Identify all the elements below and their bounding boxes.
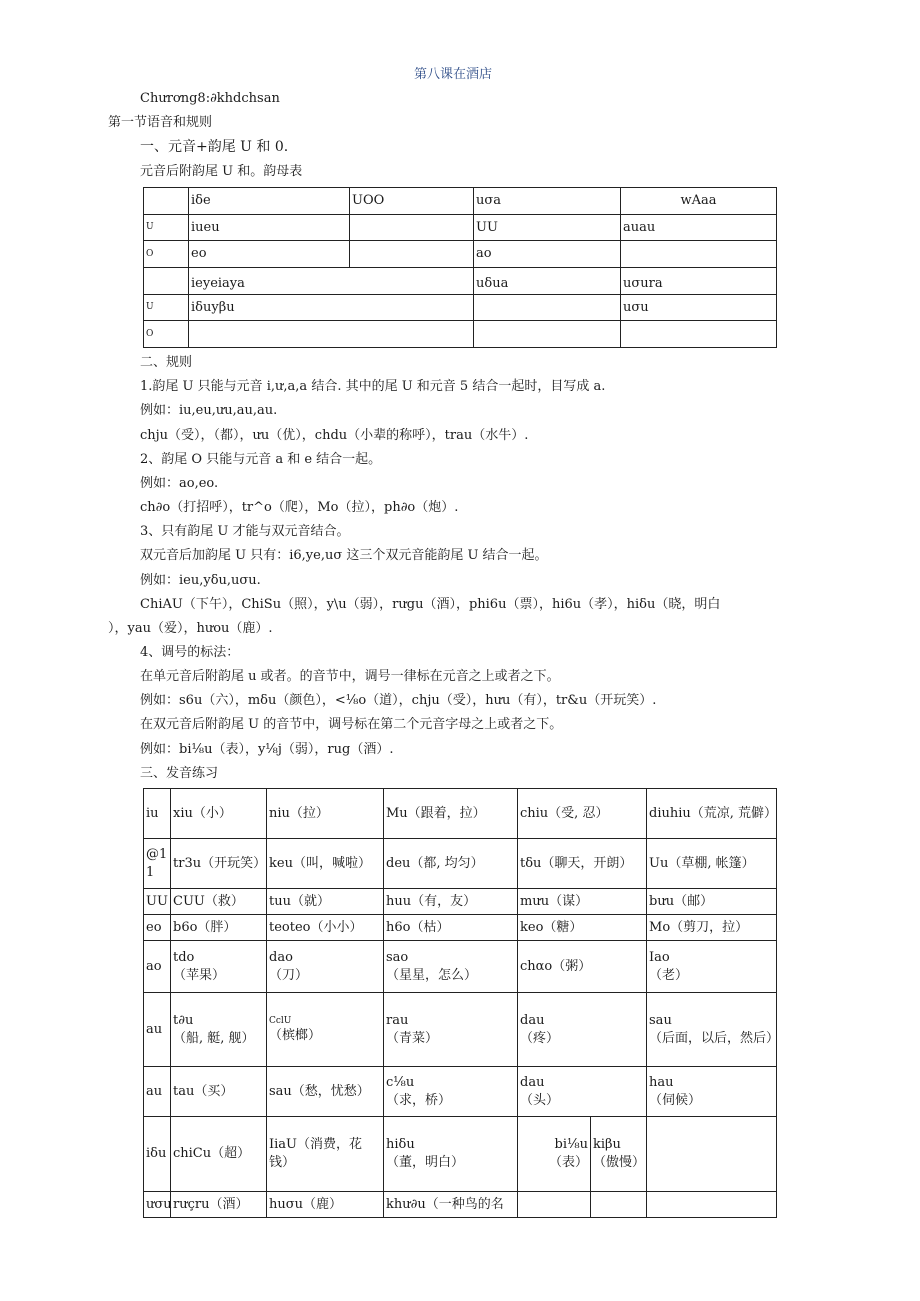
rule-1: 1.韵尾 U 只能与元音 i,ư,a,a 结合. 其中的尾 U 和元音 5 结合一起时，目写成 a. bbox=[140, 379, 606, 394]
table-cell: @1 1 bbox=[144, 839, 171, 889]
heading-1: 一、元音+韵尾 U 和 0. bbox=[140, 139, 289, 155]
table-cell bbox=[518, 1117, 591, 1192]
meaning: （刀） bbox=[269, 967, 309, 983]
example-3b: ChiAU（下午），ChiSu（照），y\u（弱），rưgu（酒），phi6u（票），hi6u（孝），hiδu（晓，明白 bbox=[140, 597, 721, 612]
table-row bbox=[144, 268, 777, 295]
table-cell: iu bbox=[144, 789, 171, 839]
term: rau bbox=[386, 1012, 409, 1028]
practice-table bbox=[143, 788, 780, 1218]
table-cell: O bbox=[144, 321, 189, 348]
table-cell bbox=[591, 1192, 647, 1218]
doc-title: 第八课在酒店 bbox=[414, 67, 493, 82]
table-row bbox=[144, 295, 777, 321]
table-cell: Uu（草棚, 帐篷） bbox=[647, 839, 777, 889]
table-cell: bưu（邮） bbox=[647, 889, 777, 915]
table-cell: UU bbox=[474, 215, 621, 241]
rule-3: 3、只有韵尾 U 才能与双元音结合。 bbox=[140, 524, 350, 539]
table-cell bbox=[267, 993, 384, 1067]
rule-4b: 在双元音后附韵尾 U 的音节中，调号标在第二个元音字母之上或者之下。 bbox=[140, 717, 563, 732]
table-row bbox=[144, 188, 777, 215]
table-row bbox=[144, 993, 777, 1067]
meaning: （老） bbox=[649, 967, 689, 983]
table-cell: Mu（跟着，拉） bbox=[384, 789, 518, 839]
meaning: （青菜） bbox=[386, 1030, 439, 1046]
term: dau bbox=[520, 1074, 545, 1090]
table-cell: ao bbox=[144, 941, 171, 993]
table-cell bbox=[474, 295, 621, 321]
table-cell: teoteo（小小） bbox=[267, 915, 384, 941]
table-cell: iδe bbox=[189, 188, 350, 215]
table-cell bbox=[647, 1192, 777, 1218]
meaning: （船, 艇, 舰） bbox=[173, 1030, 255, 1046]
table-cell: Mo（剪刀，拉） bbox=[647, 915, 777, 941]
table-cell: sau（愁，忧愁） bbox=[267, 1067, 384, 1117]
table-cell: chαo（粥） bbox=[518, 941, 647, 993]
term: c⅛u bbox=[386, 1074, 415, 1090]
table-row bbox=[144, 915, 777, 941]
table-cell: chiu（受, 忍） bbox=[518, 789, 647, 839]
table-cell: b6o（胖） bbox=[171, 915, 267, 941]
table-cell: ao bbox=[474, 241, 621, 268]
doc-subtitle: Chưrơng8:∂khdchsan bbox=[140, 91, 280, 106]
table-cell: tr3u（开玩笑） bbox=[171, 839, 267, 889]
table-row bbox=[144, 215, 777, 241]
example-3a: 例如：ieu,yδu,uσu. bbox=[140, 573, 261, 588]
term: t∂u bbox=[173, 1012, 194, 1028]
example-2a: 例如：ao,eo. bbox=[140, 476, 219, 491]
table-cell: chiCu（超） bbox=[171, 1117, 267, 1192]
table-row bbox=[144, 1117, 777, 1192]
meaning: （苹果） bbox=[173, 967, 226, 983]
meaning: （星星，怎么） bbox=[386, 967, 478, 983]
table-cell bbox=[518, 1067, 647, 1117]
heading-2: 二、规则 bbox=[140, 355, 193, 370]
table-cell: O bbox=[144, 241, 189, 268]
meaning: （求，桥） bbox=[386, 1092, 452, 1108]
term: dao bbox=[269, 949, 293, 965]
table-cell: ưσu bbox=[144, 1192, 171, 1218]
term: kiβu bbox=[593, 1137, 621, 1153]
table-cell: tδu（聊天，开朗） bbox=[518, 839, 647, 889]
table-cell: uσa bbox=[474, 188, 621, 215]
table-cell bbox=[171, 941, 267, 993]
table-cell bbox=[591, 1117, 647, 1192]
term: bi⅛u bbox=[554, 1137, 588, 1153]
table-row bbox=[144, 1067, 777, 1117]
table-cell bbox=[189, 321, 474, 348]
example-2b: ch∂o（打招呼），tr^o（爬），Mo（拉），ph∂o（炮）. bbox=[140, 500, 459, 515]
meaning: （疼） bbox=[520, 1030, 560, 1046]
table-row bbox=[144, 941, 777, 993]
term: sau bbox=[649, 1012, 672, 1028]
example-3c: ），yau（爱），hưou（鹿）. bbox=[108, 621, 273, 636]
section-heading: 第一节语音和规则 bbox=[108, 115, 213, 130]
table-cell: CUU（救） bbox=[171, 889, 267, 915]
table-cell bbox=[647, 1067, 777, 1117]
table-cell bbox=[621, 241, 777, 268]
table-cell: au bbox=[144, 1067, 171, 1117]
table-cell: ieyeiaya bbox=[189, 268, 474, 295]
table-cell: xiu（小） bbox=[171, 789, 267, 839]
table-cell bbox=[647, 941, 777, 993]
example-4a: 例如：s6u（六），mδu（颜色），<⅛o（道），chju（受），hưu（有），tr&u（开玩笑）. bbox=[140, 693, 657, 708]
table-cell bbox=[518, 1192, 591, 1218]
table-cell: uδua bbox=[474, 268, 621, 295]
example-1a: 例如：iu,eu,ưu,au,au. bbox=[140, 403, 278, 418]
heading-3: 三、发音练习 bbox=[140, 766, 219, 781]
table-row bbox=[144, 839, 777, 889]
table-cell: eo bbox=[144, 915, 171, 941]
table-cell: iδu bbox=[144, 1117, 171, 1192]
term: tdo bbox=[173, 949, 195, 965]
table-cell: au bbox=[144, 993, 171, 1067]
meaning: （头） bbox=[520, 1092, 560, 1108]
table-cell: UU bbox=[144, 889, 171, 915]
rule-2: 2、韵尾 O 只能与元音 a 和 e 结合一起。 bbox=[140, 452, 382, 467]
table-cell: rưçru（酒） bbox=[171, 1192, 267, 1218]
table-caption: 元音后附韵尾 U 和。韵母表 bbox=[140, 164, 303, 179]
table-cell: keo（糖） bbox=[518, 915, 647, 941]
table-cell bbox=[144, 268, 189, 295]
rule-3b: 双元音后加韵尾 U 只有：i6,ye,uσ 这三个双元音能韵尾 U 结合一起。 bbox=[140, 548, 548, 563]
term: CclU bbox=[269, 1015, 292, 1026]
table-cell: deu（都, 均匀） bbox=[384, 839, 518, 889]
table-cell: IiaU（消费，花钱） bbox=[267, 1117, 384, 1192]
table-cell: khư∂u（一种鸟的名 bbox=[384, 1192, 518, 1218]
table-cell bbox=[384, 941, 518, 993]
table-cell: eo bbox=[189, 241, 350, 268]
table-cell bbox=[647, 993, 780, 1067]
table-cell bbox=[267, 941, 384, 993]
table-cell: huu（有，友） bbox=[384, 889, 518, 915]
term: Iao bbox=[649, 949, 670, 965]
table-cell bbox=[518, 993, 647, 1067]
meaning: （后面，以后，然后） bbox=[649, 1030, 780, 1046]
rule-4a: 在单元音后附韵尾 u 或者。的音节中，调号一律标在元音之上或者之下。 bbox=[140, 669, 560, 684]
rule-4: 4、调号的标法： bbox=[140, 645, 240, 660]
table-cell: niu（拉） bbox=[267, 789, 384, 839]
meaning: （傲慢） bbox=[593, 1155, 646, 1170]
table-cell: U bbox=[144, 215, 189, 241]
meaning: （表） bbox=[548, 1155, 588, 1170]
table-cell bbox=[144, 188, 189, 215]
example-1b: chju（受），（都），ưu（优），chdu（小辈的称呼），trau（水牛）. bbox=[140, 428, 529, 443]
table-cell bbox=[621, 321, 777, 348]
table-cell: wAaa bbox=[621, 188, 777, 215]
table-cell bbox=[350, 241, 474, 268]
table-cell: tuu（就） bbox=[267, 889, 384, 915]
term: hiδu bbox=[386, 1137, 415, 1153]
table-cell: tau（买） bbox=[171, 1067, 267, 1117]
table-row bbox=[144, 241, 777, 268]
table-cell: UOO bbox=[350, 188, 474, 215]
table-cell: h6o（枯） bbox=[384, 915, 518, 941]
table-cell: mưu（谋） bbox=[518, 889, 647, 915]
table-cell bbox=[647, 1117, 777, 1192]
vowel-final-table bbox=[143, 187, 777, 348]
table-cell bbox=[474, 321, 621, 348]
term: dau bbox=[520, 1012, 545, 1028]
table-cell bbox=[384, 993, 518, 1067]
table-row bbox=[144, 321, 777, 348]
table-cell: keu（叫，喊啦） bbox=[267, 839, 384, 889]
table-cell: U bbox=[144, 295, 189, 321]
table-cell: uσu bbox=[621, 295, 777, 321]
example-4b: 例如：bi⅛u（表），y⅛j（弱），rug（酒）. bbox=[140, 742, 394, 757]
table-cell: uσura bbox=[621, 268, 777, 295]
table-cell bbox=[350, 215, 474, 241]
meaning: （槟榔） bbox=[269, 1027, 322, 1043]
table-cell: iueu bbox=[189, 215, 350, 241]
table-row bbox=[144, 789, 777, 839]
term: sao bbox=[386, 949, 409, 965]
table-cell bbox=[384, 1117, 518, 1192]
meaning: （董，明白） bbox=[386, 1155, 465, 1170]
table-cell: auau bbox=[621, 215, 777, 241]
table-row bbox=[144, 889, 777, 915]
term: hau bbox=[649, 1074, 674, 1090]
table-cell bbox=[384, 1067, 518, 1117]
table-row bbox=[144, 1192, 777, 1218]
table-cell: huσu（鹿） bbox=[267, 1192, 384, 1218]
table-cell: iδuyβu bbox=[189, 295, 474, 321]
meaning: （伺候） bbox=[649, 1092, 702, 1108]
table-cell bbox=[171, 993, 267, 1067]
table-cell: diuhiu（荒凉, 荒僻） bbox=[647, 789, 777, 839]
